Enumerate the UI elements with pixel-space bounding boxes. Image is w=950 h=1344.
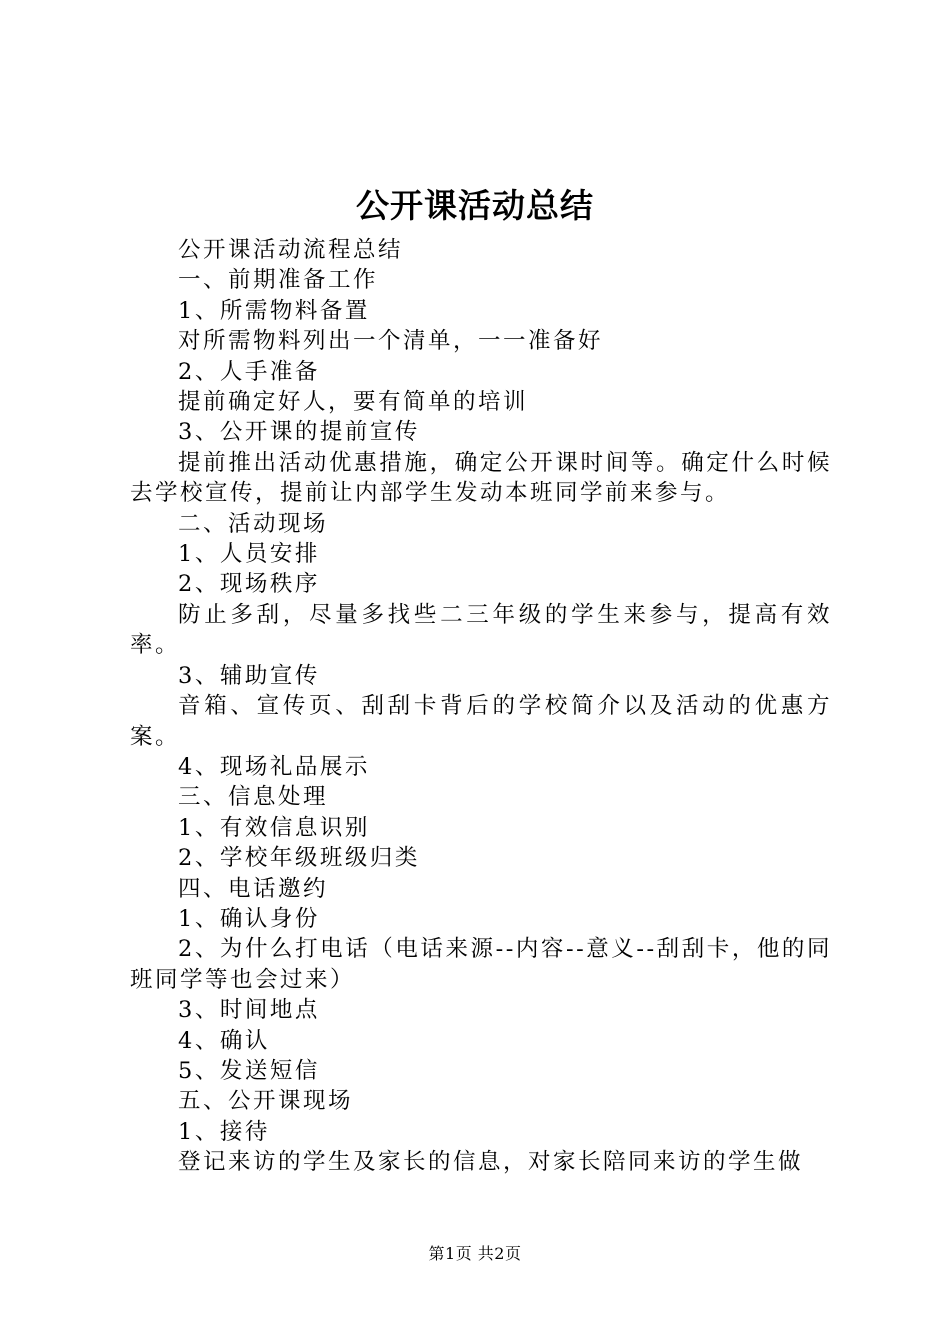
page-footer: 第1页 共2页: [428, 1244, 522, 1263]
paragraph: 3、辅助宣传: [178, 662, 320, 689]
paragraph: 3、时间地点: [178, 997, 320, 1024]
document-title: 公开课活动总结: [356, 186, 594, 225]
paragraph: 提前推出活动优惠措施，确定公开课时间等。确定什么时候去学校宣传，提前让内部学生发动本班同学前来参与。: [130, 449, 832, 507]
paragraph: 1、所需物料备置: [178, 297, 370, 324]
paragraph: 三、信息处理: [178, 784, 329, 811]
paragraph: 一、前期准备工作: [178, 267, 379, 294]
paragraph: 4、确认: [178, 1027, 270, 1054]
paragraph: 1、有效信息识别: [178, 814, 370, 841]
paragraph: 对所需物料列出一个清单，一一准备好: [178, 328, 604, 355]
document-body: [130, 235, 832, 1178]
paragraph: 2、现场秩序: [178, 571, 320, 598]
paragraph: 1、人员安排: [178, 541, 320, 568]
paragraph: 5、发送短信: [178, 1057, 320, 1084]
paragraph: 2、为什么打电话（电话来源--内容--意义--刮刮卡，他的同班同学等也会过来）: [130, 936, 832, 993]
paragraph: 3、公开课的提前宣传: [178, 419, 420, 446]
paragraph: 二、活动现场: [178, 510, 329, 537]
paragraph: 防止多刮，尽量多找些二三年级的学生来参与，提高有效率。: [130, 601, 832, 659]
paragraph: 登记来访的学生及家长的信息，对家长陪同来访的学生做: [178, 1149, 804, 1176]
paragraph: 四、电话邀约: [178, 875, 329, 902]
paragraph: 1、接待: [178, 1118, 270, 1145]
paragraph: 2、人手准备: [178, 358, 320, 385]
paragraph: 1、确认身份: [178, 905, 320, 932]
paragraph: 提前确定好人，要有简单的培训: [178, 389, 529, 416]
paragraph: 音箱、宣传页、刮刮卡背后的学校简介以及活动的优惠方案。: [130, 693, 832, 750]
paragraph: 五、公开课现场: [178, 1088, 354, 1115]
paragraph: 2、学校年级班级归类: [178, 845, 420, 872]
paragraph: 公开课活动流程总结: [178, 237, 404, 263]
paragraph: 4、现场礼品展示: [178, 753, 370, 780]
